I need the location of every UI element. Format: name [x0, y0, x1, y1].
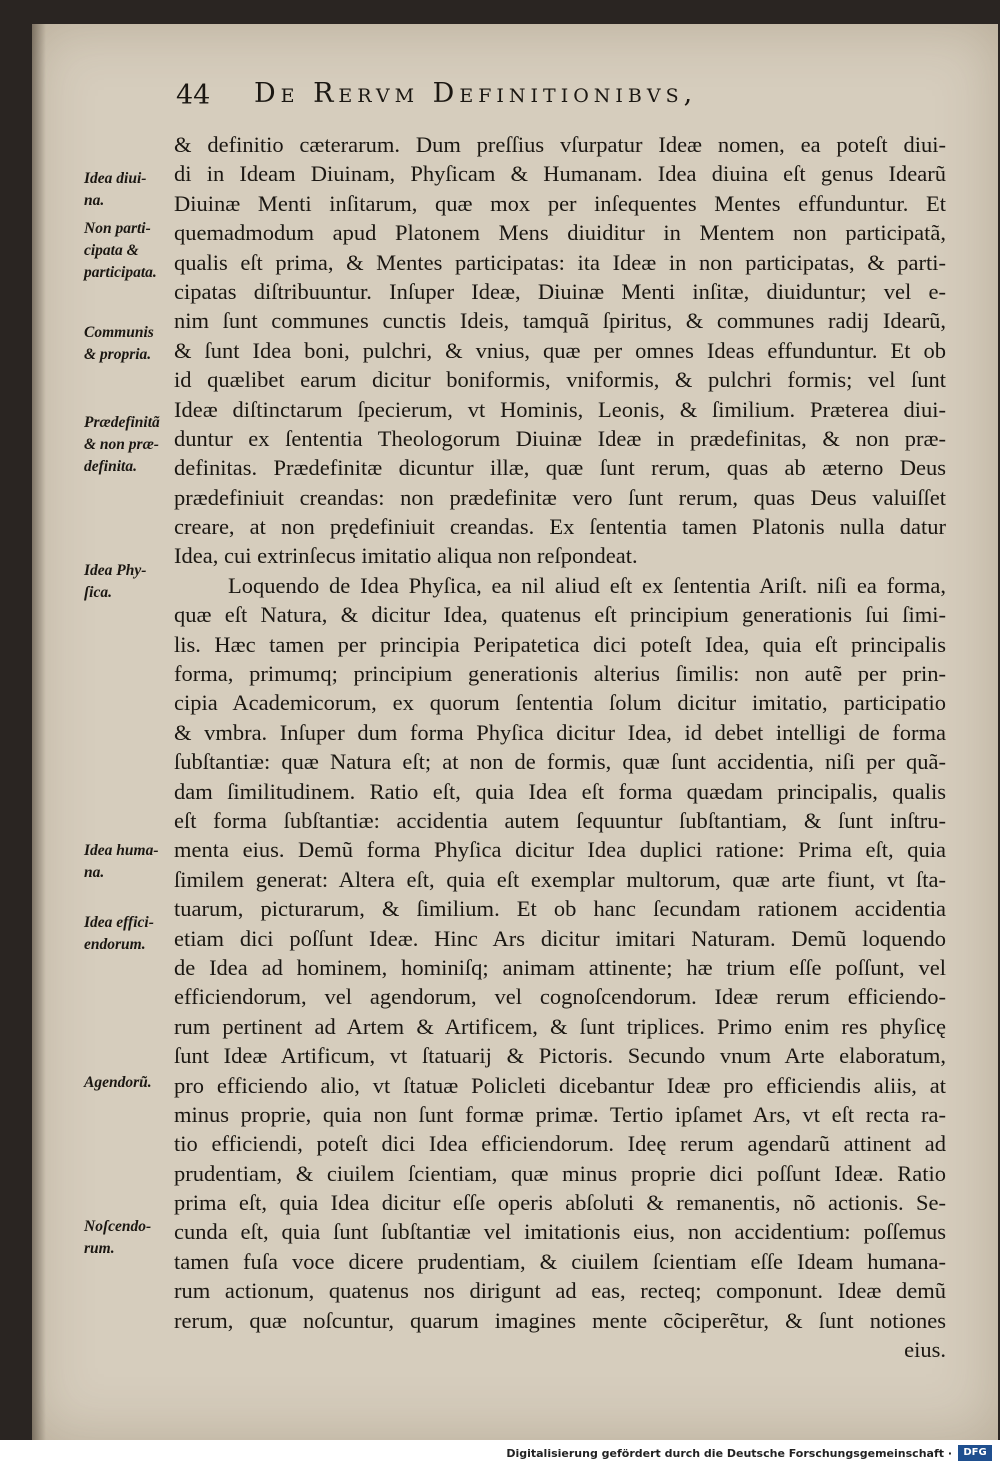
text-line: tamen fuſa voce dicere prudentiam, & ciuilem ſcientiam eſſe Ideam humana- [174, 1248, 946, 1274]
running-head [176, 78, 916, 118]
text-line: & vmbra. Inſuper dum forma Phyſica dicitur Idea, id debet intelligi de forma [174, 719, 946, 745]
text-line: nim ſunt communes cunctis Ideis, tamquã ſpiritus, & communes radij Idearũ, [174, 308, 946, 334]
text-line: efficiendorum, vel agendorum, vel cognoſcendorum. Ideæ rerum efficiendo- [174, 984, 946, 1010]
text-line: rum actionum, quatenus nos dirigunt ad eas, recteq; componunt. Ideæ demũ [174, 1278, 946, 1304]
text-line: Ideæ diſtinctarum ſpecierum, vt Hominis, Leonis, & ſimilium. Præterea diui- [174, 396, 946, 422]
text-line: quemadmodum apud Platonem Mens diuiditur in Mentem non participatã, [174, 220, 946, 246]
text-line: dam ſimilitudinem. Ratio eſt, quia Idea eſt forma quædam principalis, qualis [174, 778, 946, 804]
text-line: etiam dici poſſunt Ideæ. Hinc Ars dicitur imitari Naturam. Demũ loquendo [174, 925, 946, 951]
text-line: & ſunt Idea boni, pulchri, & vnius, quæ per omnes Ideas effunduntur. Et ob [174, 337, 946, 363]
text-line: eſt forma ſubſtantiæ: accidentia autem ſequuntur ſubſtantiam, & ſunt inſtru- [174, 807, 946, 833]
text-line: & definitio cæterarum. Dum preſſius vſurpatur Ideæ nomen, ea poteſt diui- [174, 132, 946, 157]
text-line: Loquendo de Idea Phyſica, ea nil aliud eſt ex ſententia Ariſt. niſi ea forma, [228, 572, 946, 598]
marginal-note-idea-physica: Idea Phy- ſica. [84, 562, 147, 601]
text-line: Diuinæ Menti inſitarum, quæ mox per inſequentes Mentes effunduntur. Et [174, 190, 946, 216]
text-line: di in Ideam Diuinam, Phyſicam & Humanam. Idea diuina eſt genus Idearũ [174, 161, 946, 187]
body-text [174, 130, 946, 1364]
text-line: tio efficiendi, poteſt dici Idea efficiendorum. Ideę rerum agendarũ attinent ad [174, 1131, 946, 1157]
text-line: id quælibet earum dicitur boniformis, vniformis, & pulchri formis; vel ſunt [174, 367, 946, 393]
text-line: definitas. Prædefinitæ dicuntur illæ, quæ ſunt rerum, quas ab æterno Deus [174, 455, 946, 481]
footer-bar [0, 1440, 1000, 1468]
text-line: rum pertinent ad Artem & Artificem, & ſunt triplices. Primo enim res phyſicę [174, 1013, 946, 1039]
gutter-shadow [32, 24, 46, 1440]
text-line: creare, at non prędefiniuit creandas. Ex ſententia tamen Platonis nulla datur [174, 514, 946, 540]
text-line: Idea, cui extrinſecus imitatio aliqua non reſpondeat. [174, 543, 638, 569]
page-number: 44 [176, 80, 211, 111]
marginal-note-noscendorum: Noſcendo- rum. [84, 1218, 152, 1257]
catchword: eius. [904, 1337, 946, 1363]
text-line: cunda eſt, quia ſunt ſubſtantiæ vel imitationis eius, non accidentium: poſſemus [174, 1219, 946, 1245]
text-line: minus proprie, quia non ſunt formæ primæ. Tertio ipſamet Ars, vt eſt recta ra- [174, 1101, 946, 1127]
funding-notice: Digitalisierung gefördert durch die Deutsche Forschungsgemeinschaft · [506, 1447, 952, 1460]
text-line: qualis eſt prima, & Mentes participatas: ita Ideæ in non participatas, & parti- [174, 249, 946, 275]
marginal-note-idea-humana: Idea huma- na. [84, 842, 159, 881]
running-title: De Rervm Definitionibvs, [254, 78, 698, 109]
text-line: forma, primumq; principium generationis alterius ſimilis: non autẽ per prin- [174, 661, 946, 687]
text-line: cipia Academicorum, ex quorum ſententia ſolum dicitur imitatio, participatio [174, 690, 946, 716]
marginal-note-praedefinita: Prædefinitã & non præ- definita. [84, 414, 160, 475]
text-line: de Idea ad hominem, hominiſq; animam attinente; hæ trium eſſe poſſunt, vel [174, 954, 946, 980]
text-line: menta eius. Demũ forma Phyſica dicitur Idea duplici ratione: Prima eſt, quia [174, 837, 946, 863]
marginal-note-communis: Communis & propria. [84, 324, 154, 363]
text-line: lis. Hæc tamen per principia Peripatetica dici poteſt Idea, quia eſt principalis [174, 631, 946, 657]
text-line: tuarum, picturarum, & ſimilium. Et ob hanc ſecundam rationem accidentia [174, 896, 946, 922]
marginal-note-idea-diuina: Idea diui- na. [84, 170, 147, 209]
text-line: duntur ex ſententia Theologorum Diuinæ Ideæ in prædefinitas, & non præ- [174, 425, 946, 451]
marginal-note-non-participata: Non parti- cipata & participata. [84, 220, 157, 281]
text-line: quæ eſt Natura, & dicitur Idea, quatenus eſt principium generationis ſui ſimi- [174, 602, 946, 628]
marginal-note-idea-efficiendorum: Idea effici- endorum. [84, 914, 154, 953]
text-line: ſimilem generat: Altera eſt, quia eſt exemplar multorum, quæ arte fiunt, vt ſta- [174, 866, 946, 892]
text-line: cipatas diſtribuuntur. Inſuper Ideæ, Diuinæ Menti inſitæ, diuiduntur; vel e- [174, 278, 946, 304]
text-line: prædefiniuit creandas: non prædefinitæ vero ſunt rerum, quas Deus valuiſſet [174, 484, 946, 510]
marginal-note-agendorum: Agendorũ. [84, 1074, 152, 1091]
dfg-logo-icon: DFG [958, 1445, 992, 1461]
text-line: pro efficiendo alio, vt ſtatuæ Policleti dicebantur Ideæ pro efficiendis aliis, at [174, 1072, 946, 1098]
text-line: rerum, quæ noſcuntur, quarum imagines mente cõciperẽtur, & ſunt notiones [174, 1307, 946, 1333]
text-line: ſubſtantiæ: quæ Natura eſt; at non de formis, quæ ſunt accidentia, niſi per quã- [174, 749, 946, 775]
text-line: prudentiam, & ciuilem ſcientiam, quæ minus proprie dici poſſunt Ideæ. Ratio [174, 1160, 946, 1186]
text-line: ſunt Ideæ Artificum, vt ſtatuarij & Pictoris. Secundo vnum Arte elaboratum, [174, 1043, 946, 1069]
text-line: prima eſt, quia Idea dicitur eſſe operis abſoluti & remanentis, nõ actionis. Se- [174, 1190, 946, 1216]
